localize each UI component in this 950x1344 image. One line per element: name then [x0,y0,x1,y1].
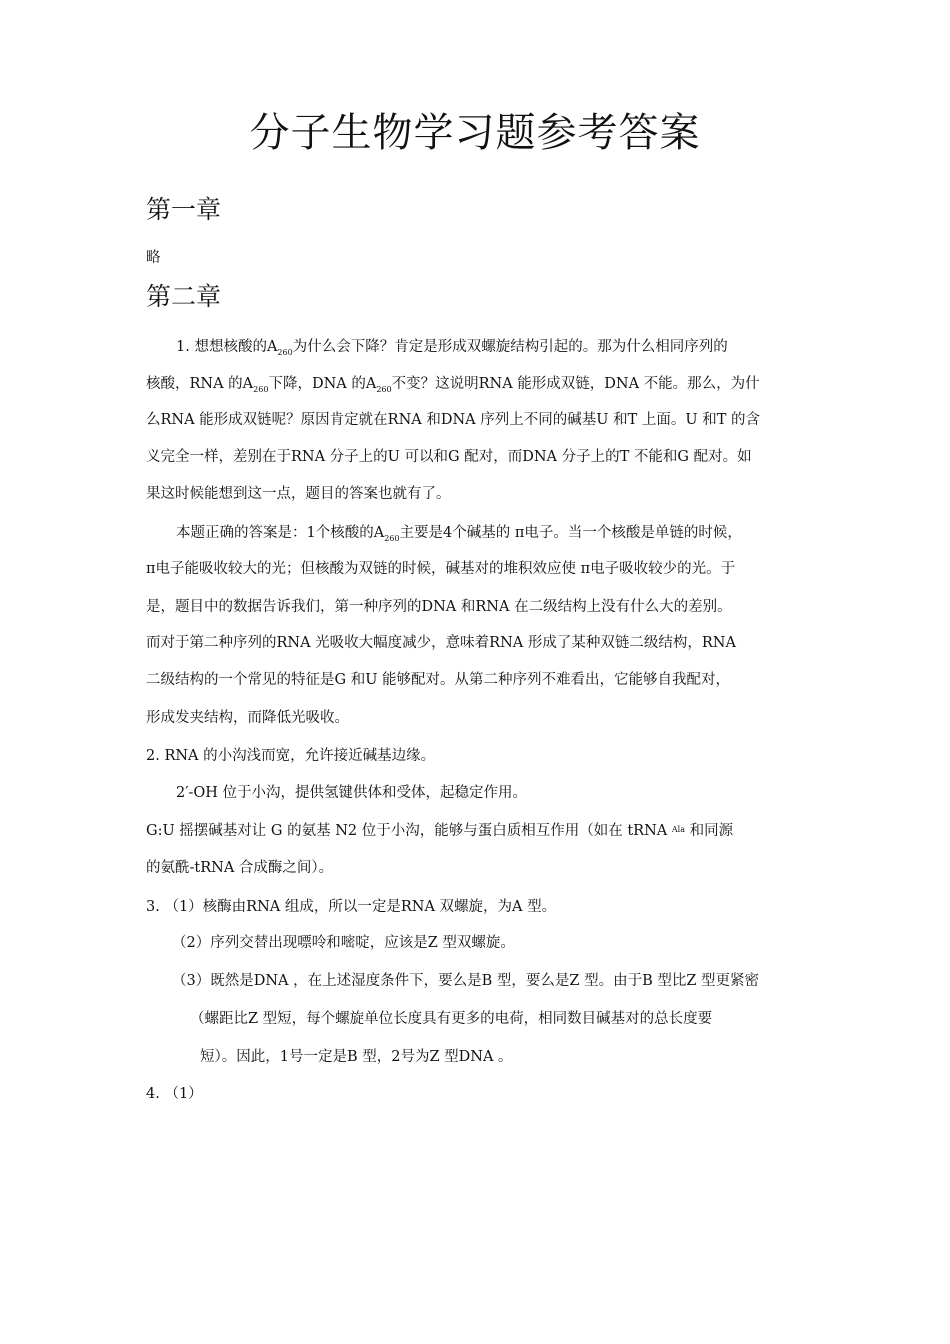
q3-line4: （螺距比Z 型短，每个螺旋单位长度具有更多的电荷，相同数目碱基对的总长度要 [190,1011,713,1027]
subscript: 260 [384,534,400,543]
q1-para2-line4: 而对于第二种序列的RNA 光吸收大幅度减少，意味着RNA 形成了某种双链二级结构，RNA [146,635,736,651]
q1-para2-line6: 形成发夹结构，而降低光吸收。 [146,710,349,726]
text-run: 本题正确的答案是：1个核酸的A [176,525,385,541]
superscript: Ala [671,825,685,834]
subscript: 260 [253,385,269,394]
q1-para2-line2: π电子能吸收较大的光；但核酸为双链的时候，碱基对的堆积效应使 π电子吸收较少的光。于 [146,561,736,577]
q2-line2: 2′-OH 位于小沟，提供氢键供体和受体，起稳定作用。 [176,785,528,801]
text-run: 核酸，RNA 的A [146,376,254,392]
q1-para1-line5: 果这时候能想到这一点，题目的答案也就有了。 [146,486,451,502]
subscript: 260 [277,348,293,357]
q1-para2-line1 [176,522,742,544]
q1-para1-line2 [146,373,760,395]
subscript: 260 [376,385,392,394]
q2-line4: 的氨酰-tRNA 合成酶之间）。 [146,860,334,876]
q4-line1: 4. （1） [146,1086,203,1102]
q3-line2: （2）序列交替出现嘌呤和嘧啶，应该是Z 型双螺旋。 [172,935,515,951]
text-run: 为什么会下降？肯定是形成双螺旋结构引起的。那为什么相同序列的 [292,339,728,355]
q1-para2-line5: 二级结构的一个常见的特征是G 和U 能够配对。从第二种序列不难看出，它能够自我配对， [146,672,731,688]
chapter2-heading: 第二章 [146,282,222,311]
q1-para1-line4: 义完全一样，差别在于RNA 分子上的U 可以和G 配对，而DNA 分子上的T 不能和G 配对。如 [146,449,752,465]
text-run: 下降，DNA 的A [268,376,377,392]
q3-line5: 短）。因此，1号一定是B 型，2号为Z 型DNA 。 [200,1049,513,1065]
q2-line1: 2. RNA 的小沟浅而宽，允许接近碱基边缘。 [146,748,436,764]
q2-line3 [146,820,733,842]
q1-para2-line3: 是，题目中的数据告诉我们，第一种序列的DNA 和RNA 在二级结构上没有什么大的差别。 [146,599,732,615]
q1-para1-line3: 么RNA 能形成双链呢？原因肯定就在RNA 和DNA 序列上不同的碱基U 和T 上面。U 和T 的含 [146,412,760,428]
q3-line3: （3）既然是DNA ，在上述湿度条件下，要么是B 型，要么是Z 型。由于B 型比Z 型更紧密 [172,973,760,989]
text-run: 不变？这说明RNA 能形成双链，DNA 不能。那么，为什 [391,376,760,392]
text-run: G:U 摇摆碱基对让 G 的氨基 N2 位于小沟，能够与蛋白质相互作用（如在 tRNA [146,823,672,839]
text-run: 主要是4个碱基的 π电子。当一个核酸是单链的时候， [399,525,742,541]
text-run: 和同源 [684,823,734,839]
q3-line1: 3. （1）核酶由RNA 组成，所以一定是RNA 双螺旋，为A 型。 [146,899,557,915]
q1-para1-line1 [176,336,728,358]
document-title: 分子生物学习题参考答案 [249,110,701,156]
chapter1-heading: 第一章 [146,195,222,224]
text-run: 1. 想想核酸的A [176,339,278,355]
chapter1-body: 略 [146,250,161,266]
